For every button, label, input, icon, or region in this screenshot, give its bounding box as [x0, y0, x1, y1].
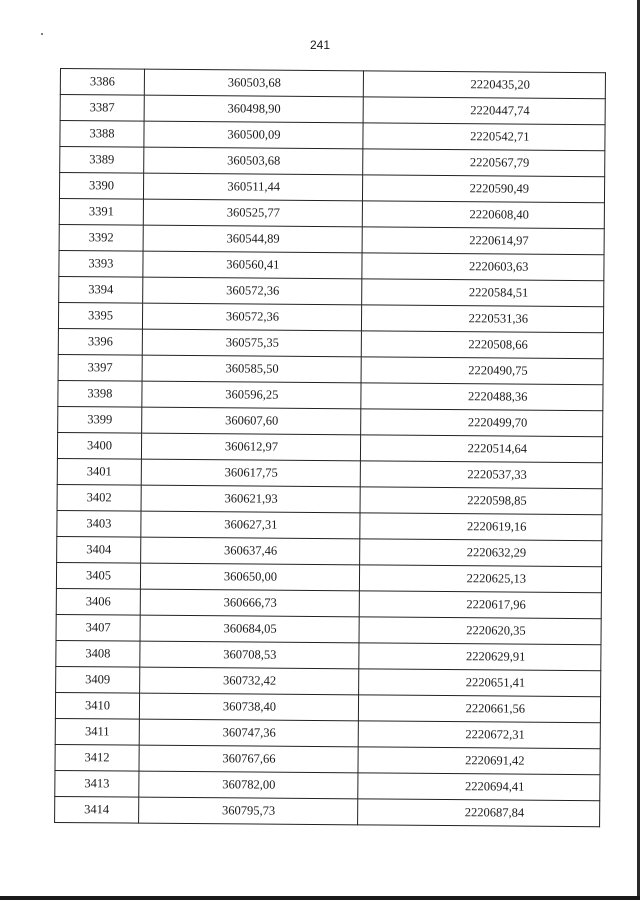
point-number-cell: 3412: [55, 744, 139, 771]
point-number-cell: 3392: [59, 224, 143, 251]
point-number-cell: 3399: [58, 406, 142, 433]
x-coordinate-cell: 360612,97: [141, 433, 360, 461]
coordinates-table-container: [54, 68, 605, 827]
point-number-cell: 3407: [56, 614, 140, 641]
point-number-cell: 3405: [56, 562, 140, 589]
x-coordinate-cell: 360650,00: [140, 563, 359, 591]
x-coordinate-cell: 360621,93: [141, 485, 360, 513]
y-coordinate-cell: 2220617,96: [359, 591, 601, 619]
point-number-cell: 3404: [57, 536, 141, 563]
x-coordinate-cell: 360525,77: [143, 199, 362, 227]
y-coordinate-cell: 2220514,64: [360, 435, 602, 463]
x-coordinate-cell: 360503,68: [144, 69, 363, 97]
y-coordinate-cell: 2220603,63: [362, 253, 604, 281]
y-coordinate-cell: 2220620,35: [359, 617, 601, 645]
x-coordinate-cell: 360627,31: [141, 511, 360, 539]
y-coordinate-cell: 2220672,31: [358, 721, 600, 749]
y-coordinate-cell: 2220687,84: [358, 799, 600, 827]
y-coordinate-cell: 2220447,74: [363, 97, 605, 125]
y-coordinate-cell: 2220531,36: [361, 305, 603, 333]
y-coordinate-cell: 2220632,29: [360, 539, 602, 567]
y-coordinate-cell: 2220598,85: [360, 487, 602, 515]
y-coordinate-cell: 2220661,56: [358, 695, 600, 723]
x-coordinate-cell: 360738,40: [139, 693, 358, 721]
page-number: 241: [309, 38, 331, 52]
x-coordinate-cell: 360708,53: [140, 641, 359, 669]
x-coordinate-cell: 360607,60: [142, 407, 361, 435]
y-coordinate-cell: 2220567,79: [363, 149, 605, 177]
x-coordinate-cell: 360500,09: [144, 121, 363, 149]
y-coordinate-cell: 2220694,41: [358, 773, 600, 801]
y-coordinate-cell: 2220542,71: [363, 123, 605, 151]
point-number-cell: 3414: [55, 796, 139, 823]
x-coordinate-cell: 360560,41: [143, 251, 362, 279]
scan-speck: [41, 33, 43, 35]
x-coordinate-cell: 360767,66: [139, 745, 358, 773]
point-number-cell: 3386: [60, 69, 144, 96]
point-number-cell: 3396: [58, 328, 142, 355]
y-coordinate-cell: 2220499,70: [361, 409, 603, 437]
coordinates-table-body: [55, 69, 606, 827]
point-number-cell: 3398: [58, 380, 142, 407]
coordinates-table: [54, 68, 606, 827]
y-coordinate-cell: 2220435,20: [363, 71, 605, 99]
scan-bottom-edge: [0, 896, 640, 900]
point-number-cell: 3400: [57, 432, 141, 459]
point-number-cell: 3413: [55, 770, 139, 797]
x-coordinate-cell: 360572,36: [143, 277, 362, 305]
y-coordinate-cell: 2220625,13: [359, 565, 601, 593]
x-coordinate-cell: 360617,75: [141, 459, 360, 487]
x-coordinate-cell: 360498,90: [144, 95, 363, 123]
x-coordinate-cell: 360596,25: [142, 381, 361, 409]
point-number-cell: 3395: [58, 302, 142, 329]
point-number-cell: 3408: [56, 640, 140, 667]
point-number-cell: 3394: [59, 276, 143, 303]
point-number-cell: 3406: [56, 588, 140, 615]
point-number-cell: 3387: [60, 95, 144, 122]
y-coordinate-cell: 2220590,49: [362, 175, 604, 203]
point-number-cell: 3401: [57, 458, 141, 485]
x-coordinate-cell: 360511,44: [143, 173, 362, 201]
x-coordinate-cell: 360575,35: [142, 329, 361, 357]
x-coordinate-cell: 360503,68: [144, 147, 363, 175]
point-number-cell: 3397: [58, 354, 142, 381]
y-coordinate-cell: 2220490,75: [361, 357, 603, 385]
point-number-cell: 3390: [59, 173, 143, 200]
y-coordinate-cell: 2220619,16: [360, 513, 602, 541]
y-coordinate-cell: 2220614,97: [362, 227, 604, 255]
x-coordinate-cell: 360637,46: [141, 537, 360, 565]
point-number-cell: 3403: [57, 510, 141, 537]
x-coordinate-cell: 360572,36: [142, 303, 361, 331]
x-coordinate-cell: 360732,42: [140, 667, 359, 695]
x-coordinate-cell: 360544,89: [143, 225, 362, 253]
x-coordinate-cell: 360795,73: [139, 797, 358, 825]
point-number-cell: 3402: [57, 484, 141, 511]
table-row: [55, 796, 600, 826]
point-number-cell: 3391: [59, 198, 143, 225]
point-number-cell: 3388: [60, 121, 144, 148]
x-coordinate-cell: 360684,05: [140, 615, 359, 643]
y-coordinate-cell: 2220508,66: [361, 331, 603, 359]
x-coordinate-cell: 360782,00: [139, 771, 358, 799]
y-coordinate-cell: 2220691,42: [358, 747, 600, 775]
x-coordinate-cell: 360585,50: [142, 355, 361, 383]
x-coordinate-cell: 360747,36: [139, 719, 358, 747]
y-coordinate-cell: 2220608,40: [362, 201, 604, 229]
y-coordinate-cell: 2220537,33: [360, 461, 602, 489]
point-number-cell: 3411: [55, 718, 139, 745]
y-coordinate-cell: 2220629,91: [359, 643, 601, 671]
x-coordinate-cell: 360666,73: [140, 589, 359, 617]
y-coordinate-cell: 2220488,36: [361, 383, 603, 411]
point-number-cell: 3410: [55, 692, 139, 719]
point-number-cell: 3409: [56, 666, 140, 693]
y-coordinate-cell: 2220584,51: [362, 279, 604, 307]
y-coordinate-cell: 2220651,41: [359, 669, 601, 697]
point-number-cell: 3389: [60, 147, 144, 174]
point-number-cell: 3393: [59, 250, 143, 277]
